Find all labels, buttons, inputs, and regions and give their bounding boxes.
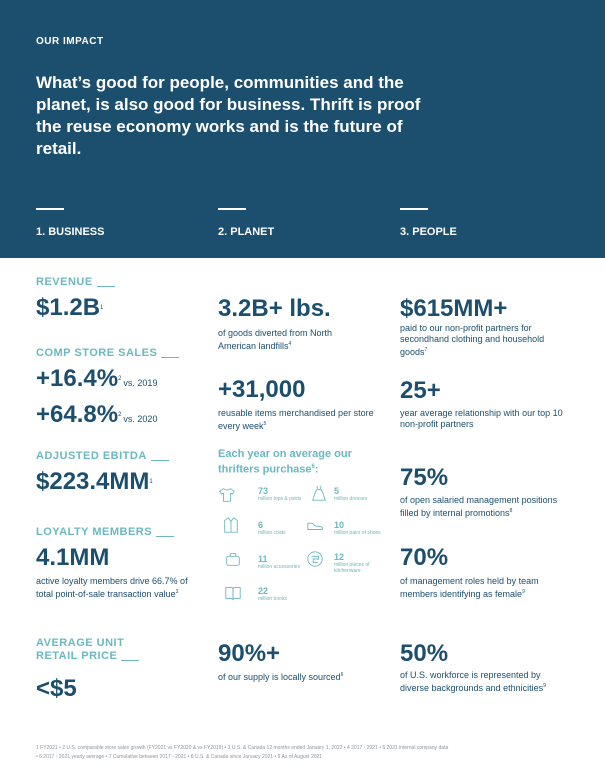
dress-icon bbox=[310, 484, 328, 502]
mixer-icon bbox=[306, 550, 324, 568]
hero-banner bbox=[0, 0, 605, 258]
local-desc: of our supply is locally sourced$^6$ bbox=[218, 672, 344, 682]
female-value: 70% bbox=[400, 544, 449, 571]
years-value: 25+ bbox=[400, 377, 441, 404]
revenue-value: $\$1.2B^1$ bbox=[36, 294, 104, 321]
footnotes bbox=[36, 744, 596, 762]
comp-store-sales-label: COMP STORE SALES bbox=[36, 347, 179, 360]
section-eyebrow: OUR IMPACT bbox=[36, 36, 104, 47]
header-rule bbox=[36, 208, 64, 210]
paid-value: $615MM+ bbox=[400, 295, 508, 322]
book-icon bbox=[224, 584, 242, 602]
purchase-books: 22 million books bbox=[258, 586, 287, 602]
years-desc: year average relationship with our top 10 non-profit partners bbox=[400, 408, 563, 429]
diverted-value: 3.2B+ lbs. bbox=[218, 295, 331, 322]
mgmt-value: 75% bbox=[400, 464, 449, 491]
column-title: 2. PLANET bbox=[218, 226, 275, 238]
header-rule bbox=[400, 208, 428, 210]
loyalty-label: LOYALTY MEMBERS bbox=[36, 526, 174, 539]
headline: What’s good for people, communities and the planet, is also good for business. Thrift is proof the reuse economy works and is the future of retail. bbox=[36, 73, 421, 158]
purchase-shirts: 73 million tops & pants bbox=[258, 486, 302, 502]
bag-icon bbox=[224, 550, 242, 568]
diverse-desc: of U.S. workforce is represented by diverse backgrounds and ethnicities$^9$ bbox=[400, 670, 546, 693]
purchase-title: Each year on average our thrifters purchase$^6$: bbox=[218, 448, 352, 476]
items-value: +31,000 bbox=[218, 376, 306, 403]
header-rule bbox=[218, 208, 246, 210]
paid-desc: paid to our non-profit partners for secondhand clothing and household goods$^7$ bbox=[400, 323, 545, 357]
footnote-line: 1 FY2021 • 2 U.S. comparable store sales growth (FY2021 vs FY2020 & vs FY2019) • 3 U.S. & Canada 12 months ended January 1, 2022 • 4 2017 - 2021 • 5 2021 internal company data bbox=[36, 745, 449, 751]
female-desc: of management roles held by team members identifying as female$^9$ bbox=[400, 576, 539, 599]
footnote-line: • 6 2017 - 2021 yearly average • 7 Cumulative between 2017 - 2021 • 8 U.S. & Canada since January 2021 • 9 As of August 2021 bbox=[36, 754, 323, 760]
coat-icon bbox=[222, 516, 240, 534]
column-title: 1. BUSINESS bbox=[36, 226, 105, 238]
diverse-value: 50% bbox=[400, 640, 449, 667]
aur-value: <$5 bbox=[36, 675, 77, 702]
purchase-accessories: 11 million accessories bbox=[258, 554, 300, 570]
local-value: 90%+ bbox=[218, 640, 281, 667]
purchase-kitchenware: 12 million pieces of kitchenware bbox=[334, 552, 370, 574]
column-title: 3. PEOPLE bbox=[400, 226, 457, 238]
column-header-people bbox=[400, 208, 570, 238]
purchase-shoes: 10 million pairs of shoes bbox=[334, 520, 381, 536]
items-desc: reusable items merchandised per store every week$^5$ bbox=[218, 408, 374, 431]
column-header-business bbox=[36, 208, 206, 238]
shirt-icon bbox=[218, 486, 236, 504]
revenue-label: REVENUE bbox=[36, 276, 115, 289]
ebitda-value: $\$223.4MM^1$ bbox=[36, 468, 153, 495]
ebitda-label: ADJUSTED EBITDA bbox=[36, 450, 169, 463]
shoe-icon bbox=[306, 516, 324, 534]
column-header-planet bbox=[218, 208, 388, 238]
loyalty-desc: active loyalty members drive 66.7% of total point-of-sale transaction value$^3$ bbox=[36, 576, 188, 599]
purchase-dresses: 5 million dresses bbox=[334, 486, 368, 502]
comp-2019-value: +16.4%$^2$ vs. 2019 bbox=[36, 365, 158, 392]
diverted-desc: of goods diverted from North American landfills$^4$ bbox=[218, 328, 333, 351]
aur-label: AVERAGE UNIT RETAIL PRICE bbox=[36, 637, 139, 663]
loyalty-value: 4.1MM bbox=[36, 544, 110, 571]
purchase-coats: 6 million coats bbox=[258, 520, 286, 536]
mgmt-desc: of open salaried management positions filled by internal promotions$^8$ bbox=[400, 495, 558, 518]
comp-2020-value: +64.8%$^2$ vs. 2020 bbox=[36, 401, 158, 428]
